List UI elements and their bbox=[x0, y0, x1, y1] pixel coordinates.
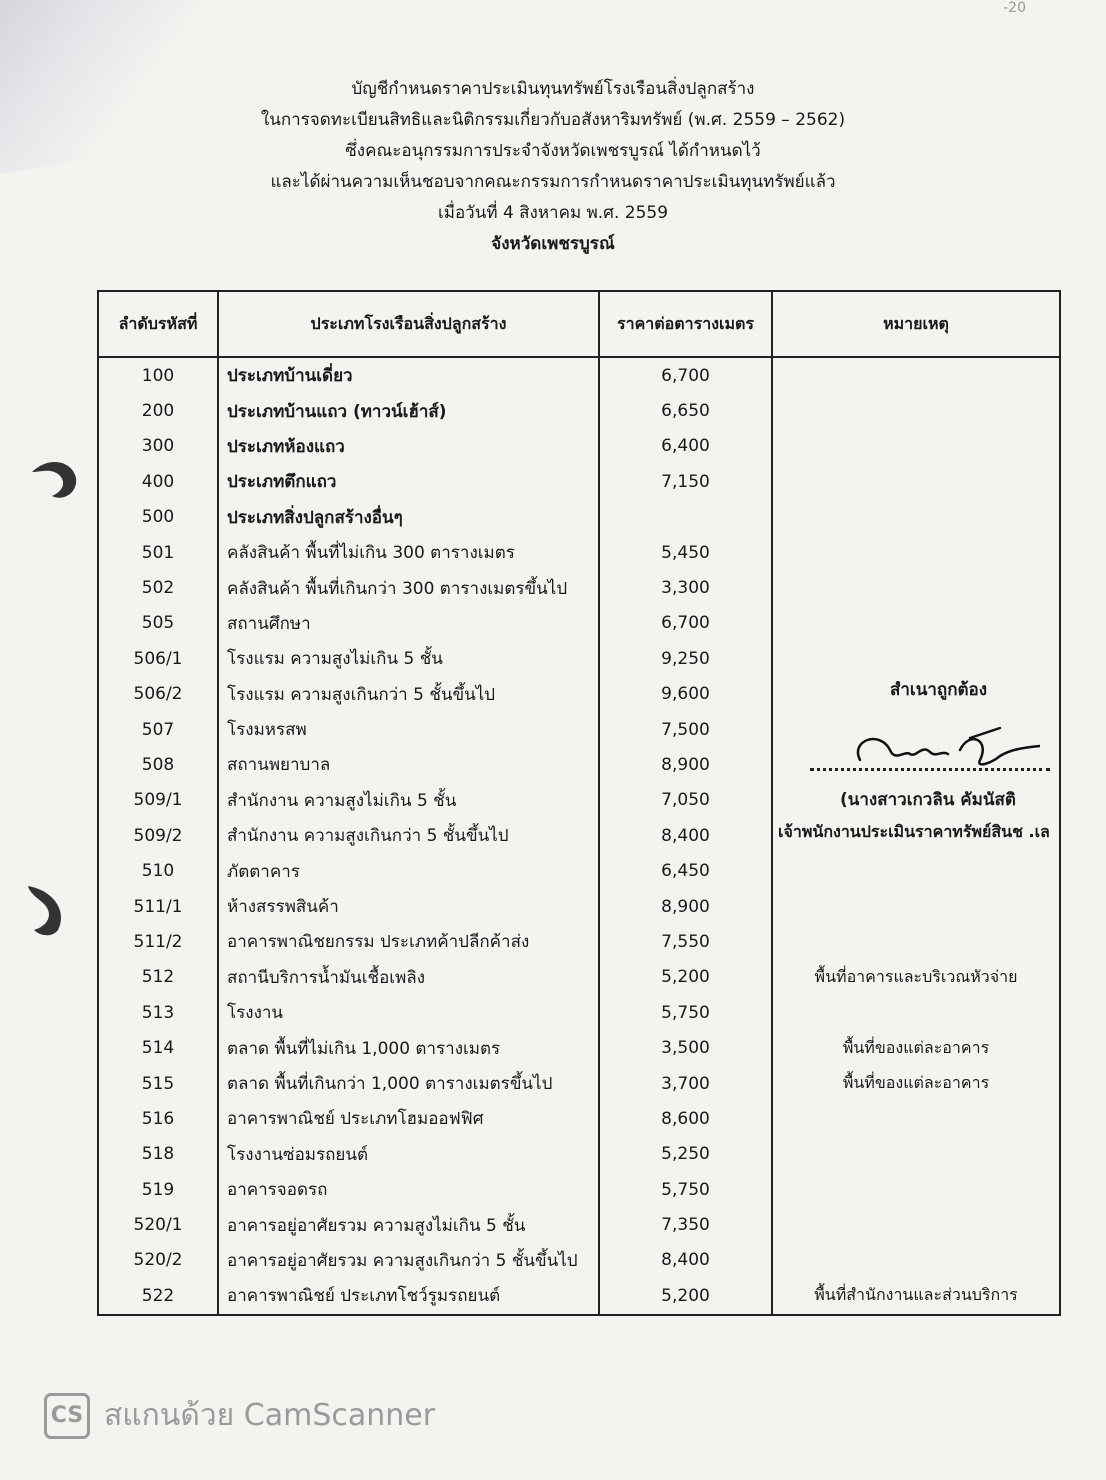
row-price-cell: 3,300 bbox=[599, 570, 772, 605]
header-line-5: เมื่อวันที่ 4 สิงหาคม พ.ศ. 2559 bbox=[437, 203, 669, 223]
row-note-cell: พื้นที่สำนักงานและส่วนบริการ bbox=[772, 1278, 1060, 1314]
row-price-cell: 8,400 bbox=[599, 1243, 772, 1278]
row-price-cell: 6,400 bbox=[599, 429, 772, 464]
row-type-cell: โรงงานซ่อมรถยนต์ bbox=[218, 1137, 599, 1172]
row-code-cell: 516 bbox=[98, 1101, 218, 1136]
row-code-cell: 400 bbox=[98, 464, 218, 499]
row-note-cell bbox=[772, 606, 1060, 641]
row-type-cell: โรงแรม ความสูงเกินกว่า 5 ชั้นขึ้นไป bbox=[218, 677, 599, 712]
row-note-cell bbox=[772, 1172, 1060, 1207]
row-type-cell: สถานพยาบาล bbox=[218, 747, 599, 782]
table-row bbox=[98, 606, 1060, 641]
row-note-cell bbox=[772, 393, 1060, 428]
row-note-cell bbox=[772, 500, 1060, 535]
row-code-cell: 520/1 bbox=[98, 1207, 218, 1242]
row-type-cell: อาคารพาณิชย์ ประเภทโฮมออฟฟิศ bbox=[218, 1101, 599, 1136]
row-price-cell: 5,450 bbox=[599, 535, 772, 570]
row-type-cell: ประเภทบ้านแถว (ทาวน์เฮ้าส์) bbox=[218, 393, 599, 428]
signature-icon bbox=[850, 720, 1040, 780]
row-price-cell: 8,900 bbox=[599, 747, 772, 782]
certified-copy-label: สำเนาถูกต้อง bbox=[890, 680, 988, 700]
row-price-cell: 8,900 bbox=[599, 889, 772, 924]
table-row bbox=[98, 960, 1060, 995]
camscanner-watermark bbox=[44, 1392, 435, 1439]
table-row bbox=[98, 1137, 1060, 1172]
row-code-cell: 520/2 bbox=[98, 1243, 218, 1278]
row-note-cell bbox=[772, 429, 1060, 464]
header-line-3: ซึ่งคณะอนุกรรมการประจำจังหวัดเพชรบูรณ์ ได้กำหนดไว้ bbox=[345, 141, 761, 161]
row-price-cell: 9,250 bbox=[599, 641, 772, 676]
signer-name: (นางสาวเกวลิน คัมนัสติ bbox=[840, 790, 1016, 810]
row-price-cell: 6,450 bbox=[599, 853, 772, 888]
row-note-cell bbox=[772, 924, 1060, 959]
table-row bbox=[98, 1066, 1060, 1101]
row-type-cell: สำนักงาน ความสูงไม่เกิน 5 ชั้น bbox=[218, 783, 599, 818]
row-note-cell bbox=[772, 357, 1060, 393]
row-type-cell: อาคารอยู่อาศัยรวม ความสูงไม่เกิน 5 ชั้น bbox=[218, 1207, 599, 1242]
row-price-cell: 6,700 bbox=[599, 606, 772, 641]
table-row bbox=[98, 464, 1060, 499]
row-code-cell: 512 bbox=[98, 960, 218, 995]
row-price-cell: 5,750 bbox=[599, 995, 772, 1030]
row-code-cell: 515 bbox=[98, 1066, 218, 1101]
row-code-cell: 513 bbox=[98, 995, 218, 1030]
header-line-1: บัญชีกำหนดราคาประเมินทุนทรัพย์โรงเรือนสิ่งปลูกสร้าง bbox=[351, 79, 755, 99]
row-note-cell bbox=[772, 464, 1060, 499]
row-price-cell: 7,050 bbox=[599, 783, 772, 818]
row-note-cell bbox=[772, 1243, 1060, 1278]
table-row bbox=[98, 641, 1060, 676]
row-type-cell: สำนักงาน ความสูงเกินกว่า 5 ชั้นขึ้นไป bbox=[218, 818, 599, 853]
row-type-cell: โรงงาน bbox=[218, 995, 599, 1030]
row-note-cell bbox=[772, 641, 1060, 676]
table-row bbox=[98, 995, 1060, 1030]
row-code-cell: 514 bbox=[98, 1030, 218, 1065]
row-type-cell: ประเภทตึกแถว bbox=[218, 464, 599, 499]
row-code-cell: 505 bbox=[98, 606, 218, 641]
signature-dotted-line bbox=[810, 768, 1050, 771]
row-note-cell bbox=[772, 570, 1060, 605]
row-type-cell: คลังสินค้า พื้นที่ไม่เกิน 300 ตารางเมตร bbox=[218, 535, 599, 570]
column-header-code: ลำดับรหัสที่ bbox=[98, 291, 218, 357]
header-line-2: ในการจดทะเบียนสิทธิและนิติกรรมเกี่ยวกับอสังหาริมทรัพย์ (พ.ศ. 2559 – 2562) bbox=[260, 110, 846, 130]
row-note-cell bbox=[772, 1207, 1060, 1242]
row-note-cell bbox=[772, 889, 1060, 924]
header-line-6: จังหวัดเพชรบูรณ์ bbox=[491, 234, 615, 254]
row-code-cell: 522 bbox=[98, 1278, 218, 1314]
row-price-cell: 7,150 bbox=[599, 464, 772, 499]
column-header-price: ราคาต่อตารางเมตร bbox=[599, 291, 772, 357]
row-code-cell: 518 bbox=[98, 1137, 218, 1172]
row-price-cell: 5,250 bbox=[599, 1137, 772, 1172]
row-price-cell: 7,350 bbox=[599, 1207, 772, 1242]
table-row bbox=[98, 1207, 1060, 1242]
row-code-cell: 506/2 bbox=[98, 677, 218, 712]
watermark-text: สแกนด้วย CamScanner bbox=[104, 1398, 436, 1433]
row-code-cell: 506/1 bbox=[98, 641, 218, 676]
signer-position: เจ้าพนักงานประเมินราคาทรัพย์สินช .เล bbox=[778, 822, 1050, 841]
camscanner-logo-icon: CS bbox=[44, 1393, 90, 1439]
table-row bbox=[98, 1243, 1060, 1278]
row-price-cell bbox=[599, 500, 772, 535]
row-code-cell: 509/1 bbox=[98, 783, 218, 818]
row-note-cell bbox=[772, 1137, 1060, 1172]
row-code-cell: 511/2 bbox=[98, 924, 218, 959]
row-price-cell: 8,400 bbox=[599, 818, 772, 853]
table-row bbox=[98, 535, 1060, 570]
page-number: -20 bbox=[1003, 0, 1026, 16]
table-row bbox=[98, 1101, 1060, 1136]
row-type-cell: โรงมหรสพ bbox=[218, 712, 599, 747]
row-code-cell: 508 bbox=[98, 747, 218, 782]
column-header-note: หมายเหตุ bbox=[772, 291, 1060, 357]
binder-clip-mark-icon bbox=[22, 880, 72, 940]
row-type-cell: อาคารพาณิชยกรรม ประเภทค้าปลีกค้าส่ง bbox=[218, 924, 599, 959]
row-code-cell: 100 bbox=[98, 357, 218, 393]
table-row bbox=[98, 924, 1060, 959]
row-code-cell: 519 bbox=[98, 1172, 218, 1207]
row-price-cell: 7,550 bbox=[599, 924, 772, 959]
row-type-cell: ตลาด พื้นที่ไม่เกิน 1,000 ตารางเมตร bbox=[218, 1030, 599, 1065]
table-row bbox=[98, 357, 1060, 393]
row-price-cell: 5,750 bbox=[599, 1172, 772, 1207]
row-note-cell: พื้นที่ของแต่ละอาคาร bbox=[772, 1030, 1060, 1065]
row-price-cell: 3,700 bbox=[599, 1066, 772, 1101]
row-price-cell: 3,500 bbox=[599, 1030, 772, 1065]
row-code-cell: 510 bbox=[98, 853, 218, 888]
row-type-cell: อาคารพาณิชย์ ประเภทโชว์รูมรถยนต์ bbox=[218, 1278, 599, 1314]
document-header bbox=[0, 74, 1106, 260]
row-note-cell bbox=[772, 1101, 1060, 1136]
table-row bbox=[98, 500, 1060, 535]
table-row bbox=[98, 889, 1060, 924]
row-price-cell: 8,600 bbox=[599, 1101, 772, 1136]
row-code-cell: 500 bbox=[98, 500, 218, 535]
table-row bbox=[98, 429, 1060, 464]
row-type-cell: ประเภทห้องแถว bbox=[218, 429, 599, 464]
row-note-cell: พื้นที่อาคารและบริเวณหัวจ่าย bbox=[772, 960, 1060, 995]
row-type-cell: ภัตตาคาร bbox=[218, 853, 599, 888]
row-code-cell: 200 bbox=[98, 393, 218, 428]
row-price-cell: 7,500 bbox=[599, 712, 772, 747]
table-row bbox=[98, 1278, 1060, 1314]
row-price-cell: 5,200 bbox=[599, 1278, 772, 1314]
row-code-cell: 300 bbox=[98, 429, 218, 464]
row-price-cell: 9,600 bbox=[599, 677, 772, 712]
table-header-row bbox=[98, 291, 1060, 357]
row-type-cell: ตลาด พื้นที่เกินกว่า 1,000 ตารางเมตรขึ้นไป bbox=[218, 1066, 599, 1101]
row-type-cell: ประเภทบ้านเดี่ยว bbox=[218, 357, 599, 393]
row-note-cell bbox=[772, 853, 1060, 888]
column-header-type: ประเภทโรงเรือนสิ่งปลูกสร้าง bbox=[218, 291, 599, 357]
row-type-cell: สถานศึกษา bbox=[218, 606, 599, 641]
row-code-cell: 501 bbox=[98, 535, 218, 570]
row-type-cell: ประเภทสิ่งปลูกสร้างอื่นๆ bbox=[218, 500, 599, 535]
row-note-cell bbox=[772, 995, 1060, 1030]
row-note-cell: พื้นที่ของแต่ละอาคาร bbox=[772, 1066, 1060, 1101]
row-price-cell: 6,650 bbox=[599, 393, 772, 428]
table-row bbox=[98, 393, 1060, 428]
header-line-4: และได้ผ่านความเห็นชอบจากคณะกรรมการกำหนดราคาประเมินทุนทรัพย์แล้ว bbox=[270, 172, 836, 192]
row-code-cell: 509/2 bbox=[98, 818, 218, 853]
row-code-cell: 507 bbox=[98, 712, 218, 747]
row-note-cell bbox=[772, 535, 1060, 570]
row-price-cell: 5,200 bbox=[599, 960, 772, 995]
row-code-cell: 511/1 bbox=[98, 889, 218, 924]
row-type-cell: คลังสินค้า พื้นที่เกินกว่า 300 ตารางเมตรขึ้นไป bbox=[218, 570, 599, 605]
row-type-cell: อาคารจอดรถ bbox=[218, 1172, 599, 1207]
row-code-cell: 502 bbox=[98, 570, 218, 605]
row-type-cell: สถานีบริการน้ำมันเชื้อเพลิง bbox=[218, 960, 599, 995]
row-type-cell: ห้างสรรพสินค้า bbox=[218, 889, 599, 924]
table-row bbox=[98, 1172, 1060, 1207]
binder-clip-mark-icon bbox=[28, 452, 84, 506]
table-row bbox=[98, 1030, 1060, 1065]
row-type-cell: โรงแรม ความสูงไม่เกิน 5 ชั้น bbox=[218, 641, 599, 676]
row-price-cell: 6,700 bbox=[599, 357, 772, 393]
table-row bbox=[98, 570, 1060, 605]
row-type-cell: อาคารอยู่อาศัยรวม ความสูงเกินกว่า 5 ชั้นขึ้นไป bbox=[218, 1243, 599, 1278]
table-row bbox=[98, 853, 1060, 888]
